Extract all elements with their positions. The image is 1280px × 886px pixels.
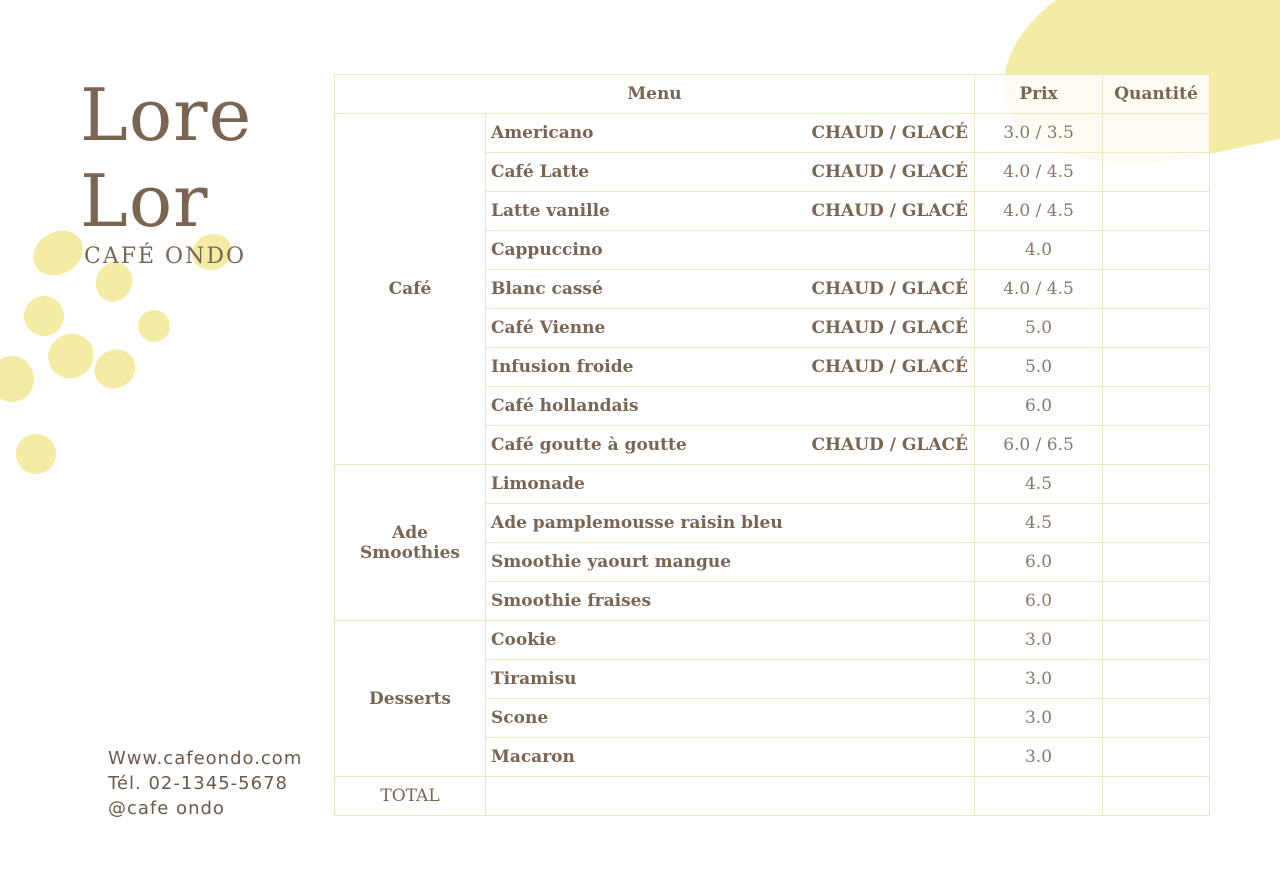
header-price: Prix xyxy=(975,75,1103,114)
total-price-cell[interactable] xyxy=(975,777,1103,816)
item-price: 5.0 xyxy=(975,309,1103,348)
item-option: CHAUD / GLACÉ xyxy=(811,162,968,182)
quantity-cell[interactable] xyxy=(1103,738,1210,777)
total-row xyxy=(335,777,1210,816)
item-price: 4.0 xyxy=(975,231,1103,270)
brand-title xyxy=(80,72,252,244)
quantity-cell[interactable] xyxy=(1103,426,1210,465)
item-name: Ade pamplemousse raisin bleu xyxy=(491,513,783,533)
quantity-cell[interactable] xyxy=(1103,114,1210,153)
category-cafe: Café xyxy=(335,114,486,465)
item-price: 4.0 / 4.5 xyxy=(975,192,1103,231)
quantity-cell[interactable] xyxy=(1103,192,1210,231)
decorative-dot xyxy=(0,356,34,402)
item-price: 3.0 / 3.5 xyxy=(975,114,1103,153)
item-name: Café Vienne xyxy=(491,318,606,338)
total-label: TOTAL xyxy=(335,777,486,816)
brand-title-line1: Lore xyxy=(80,73,253,157)
item-price: 3.0 xyxy=(975,738,1103,777)
item-name: Cappuccino xyxy=(491,240,603,260)
item-name: Macaron xyxy=(491,747,575,767)
item-price: 4.5 xyxy=(975,465,1103,504)
item-name: Limonade xyxy=(491,474,585,494)
quantity-cell[interactable] xyxy=(1103,699,1210,738)
item-option: CHAUD / GLACÉ xyxy=(811,435,968,455)
category-ade-smoothies xyxy=(335,465,486,621)
item-name: Tiramisu xyxy=(491,669,577,689)
item-option: CHAUD / GLACÉ xyxy=(811,318,968,338)
item-price: 6.0 xyxy=(975,543,1103,582)
item-name: Café Latte xyxy=(491,162,590,182)
category-desserts: Desserts xyxy=(335,621,486,777)
item-price: 3.0 xyxy=(975,699,1103,738)
item-name: Latte vanille xyxy=(491,201,610,221)
item-name: Smoothie fraises xyxy=(491,591,652,611)
quantity-cell[interactable] xyxy=(1103,348,1210,387)
menu-table xyxy=(334,74,1210,816)
table-row xyxy=(335,114,1210,153)
decorative-dot xyxy=(10,428,61,479)
item-name: Café hollandais xyxy=(491,396,639,416)
item-price: 4.0 / 4.5 xyxy=(975,270,1103,309)
social-handle: @cafe ondo xyxy=(108,798,225,819)
item-name: Blanc cassé xyxy=(491,279,603,299)
item-option: CHAUD / GLACÉ xyxy=(811,201,968,221)
quantity-cell[interactable] xyxy=(1103,270,1210,309)
item-name: Café goutte à goutte xyxy=(491,435,687,455)
item-option: CHAUD / GLACÉ xyxy=(811,357,968,377)
item-option: CHAUD / GLACÉ xyxy=(811,279,968,299)
item-name: Infusion froide xyxy=(491,357,634,377)
brand-subtitle: CAFÉ ONDO xyxy=(84,244,246,269)
item-price: 3.0 xyxy=(975,621,1103,660)
item-option: CHAUD / GLACÉ xyxy=(811,123,968,143)
quantity-cell[interactable] xyxy=(1103,231,1210,270)
category-name-line2: Smoothies xyxy=(360,542,460,563)
item-price: 4.0 / 4.5 xyxy=(975,153,1103,192)
contact-info xyxy=(108,746,302,821)
quantity-cell[interactable] xyxy=(1103,660,1210,699)
quantity-cell[interactable] xyxy=(1103,621,1210,660)
item-name: Smoothie yaourt mangue xyxy=(491,552,732,572)
item-price: 6.0 / 6.5 xyxy=(975,426,1103,465)
website-link[interactable]: Www.cafeondo.com xyxy=(108,748,303,769)
brand-title-line2: Lor xyxy=(80,159,209,243)
category-name-line1: Ade xyxy=(392,522,428,543)
decorative-dot xyxy=(138,310,170,342)
item-price: 5.0 xyxy=(975,348,1103,387)
total-quantity-cell[interactable] xyxy=(1103,777,1210,816)
table-row xyxy=(335,465,1210,504)
header-menu: Menu xyxy=(335,75,975,114)
table-row xyxy=(335,621,1210,660)
quantity-cell[interactable] xyxy=(1103,582,1210,621)
item-price: 6.0 xyxy=(975,582,1103,621)
total-item-cell xyxy=(486,777,975,816)
table-header-row xyxy=(335,75,1210,114)
quantity-cell[interactable] xyxy=(1103,153,1210,192)
quantity-cell[interactable] xyxy=(1103,387,1210,426)
item-price: 6.0 xyxy=(975,387,1103,426)
phone-number: Tél. 02-1345-5678 xyxy=(108,773,288,794)
item-name: Americano xyxy=(491,123,594,143)
item-name: Cookie xyxy=(491,630,557,650)
quantity-cell[interactable] xyxy=(1103,504,1210,543)
quantity-cell[interactable] xyxy=(1103,465,1210,504)
item-price: 4.5 xyxy=(975,504,1103,543)
item-price: 3.0 xyxy=(975,660,1103,699)
quantity-cell[interactable] xyxy=(1103,309,1210,348)
quantity-cell[interactable] xyxy=(1103,543,1210,582)
header-quantity: Quantité xyxy=(1103,75,1210,114)
item-name: Scone xyxy=(491,708,549,728)
decorative-dot xyxy=(87,342,142,396)
